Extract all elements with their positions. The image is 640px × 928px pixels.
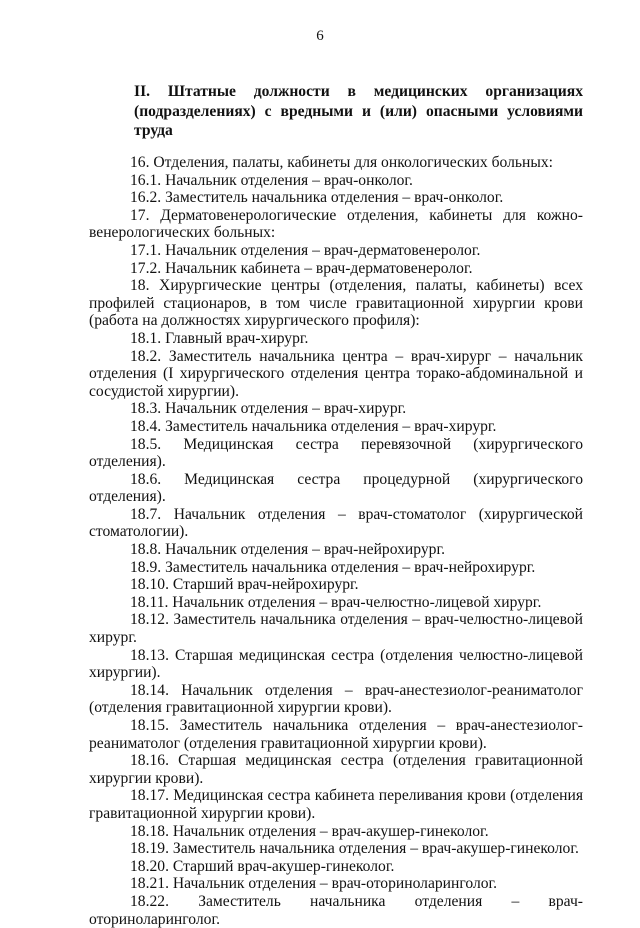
paragraph: 18.11. Начальник отделения – врач-челюстно-лицевой хирург. (130, 593, 542, 611)
paragraph: 18.4. Заместитель начальника отделения – врач-хирург. (130, 417, 497, 435)
paragraph: 18.13. Старшая медицинская сестра (отделения челюстно-лицевой хирургии). (89, 646, 583, 682)
paragraph: 17. Дерматовенерологические отделения, кабинеты для кожно-венерологических больных: (89, 206, 583, 242)
paragraph: 18.1. Главный врач-хирург. (130, 329, 309, 347)
paragraph: 18.3. Начальник отделения – врач-хирург. (130, 400, 407, 418)
paragraph: 18.19. Заместитель начальника отделения – врач-акушер-гинеколог. (130, 840, 579, 858)
paragraph: 18.2. Заместитель начальника центра – врач-хирург – начальник отделения (I хирургического отделения центра торако-абдоминальной и сосудистой хирургии). (89, 347, 583, 400)
paragraph: 18.6. Медицинская сестра процедурной (хирургического отделения). (89, 470, 583, 506)
paragraph: 18.16. Старшая медицинская сестра (отделения гравитационной хирургии крови). (89, 752, 583, 787)
paragraph: 18.20. Старший врач-акушер-гинеколог. (130, 857, 395, 875)
paragraph: 17.1. Начальник отделения – врач-дерматовенеролог. (130, 241, 481, 259)
paragraph: 18.15. Заместитель начальника отделения – врач-анестезиолог-реаниматолог (отделения гравитационной хирургии крови). (89, 717, 583, 752)
paragraph: 18.14. Начальник отделения – врач-анестезиолог-реаниматолог (отделения гравитационной хирургии крови). (89, 681, 583, 717)
section-heading: II. Штатные должности в медицинских организациях (подразделениях) с вредными и (или) опасными условиями труда (134, 83, 583, 139)
paragraph: 18.8. Начальник отделения – врач-нейрохирург. (130, 541, 445, 559)
paragraph: 18. Хирургические центры (отделения, палаты, кабинеты) всех профилей стационаров, в том числе гравитационной хирургии крови (работа на должностях хирургического профиля): (89, 277, 583, 330)
paragraph: 18.7. Начальник отделения – врач-стоматолог (хирургической стоматологии). (89, 505, 583, 541)
paragraph: 18.10. Старший врач-нейрохирург. (130, 576, 359, 594)
paragraph: 18.21. Начальник отделения – врач-оториноларинголог. (130, 875, 498, 893)
paragraph: 18.22. Заместитель начальника отделения – врач-оториноларинголог. (89, 892, 583, 928)
page-number: 6 (316, 28, 324, 44)
paragraph: 18.5. Медицинская сестра перевязочной (хирургического отделения). (89, 435, 583, 471)
paragraph: 17.2. Начальник кабинета – врач-дерматовенеролог. (130, 259, 473, 277)
paragraph: 18.17. Медицинская сестра кабинета переливания крови (отделения гравитационной хирургии крови). (89, 787, 583, 822)
paragraph: 16.2. Заместитель начальника отделения – врач-онколог. (130, 189, 504, 207)
paragraph: 16. Отделения, палаты, кабинеты для онкологических больных: (130, 154, 553, 171)
paragraph: 16.1. Начальник отделения – врач-онколог. (130, 171, 413, 189)
paragraph: 18.12. Заместитель начальника отделения – врач-челюстно-лицевой хирург. (89, 611, 583, 647)
document-body (89, 154, 583, 928)
paragraph: 18.9. Заместитель начальника отделения – врач-нейрохирург. (130, 558, 536, 576)
paragraph: 18.18. Начальник отделения – врач-акушер-гинеколог. (130, 822, 489, 840)
